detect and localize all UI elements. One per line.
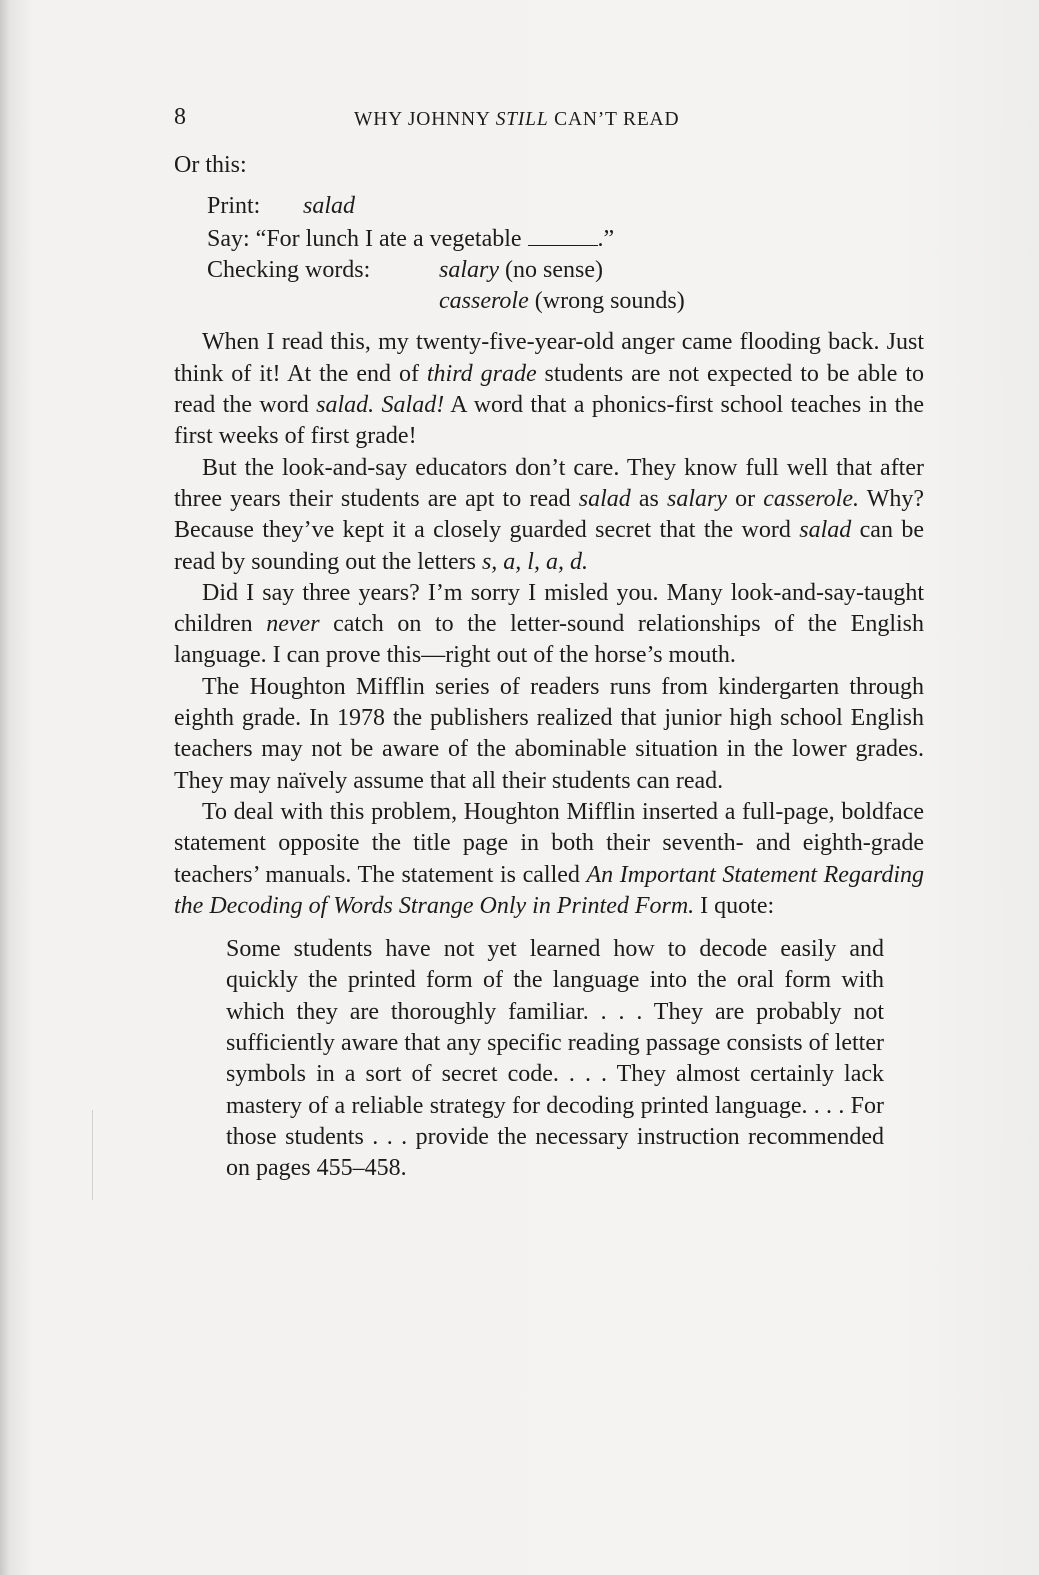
- p5-emphasis-1: An Important Statement Regarding the Decoding of Words Strange Only in Printed Form.: [174, 861, 925, 919]
- print-label: Print:: [207, 193, 261, 220]
- paragraph-4: The Houghton Mifflin series of readers runs from kindergarten through eighth grade. In 1978 the publishers realized that junior high school English teachers may not be aware of the abominable situation in the lower grades. They may naïvely assume that all their students can read.: [174, 673, 924, 794]
- running-head-emphasis: STILL: [495, 109, 549, 130]
- running-head-post: CAN’T READ: [548, 109, 680, 130]
- running-head: [354, 109, 679, 131]
- p3-text-b: catch on to the letter-sound relationships of the English language. I can prove this—right out of the horse’s mouth.: [174, 611, 924, 669]
- example-block: [207, 191, 924, 317]
- p5-text-a: To deal with this problem, Houghton Mifflin inserted a full-page, boldface statement opposite the title page in both their seventh- and eighth-grade teachers’ manuals. The statement is called: [174, 798, 924, 888]
- p2-emphasis-1: salad: [578, 485, 631, 512]
- check-note-2: (wrong sounds): [528, 288, 685, 315]
- say-label: Say:: [207, 225, 250, 252]
- paragraph-3: [174, 578, 924, 672]
- running-head-pre: WHY JOHNNY: [354, 109, 496, 130]
- p3-text-a: Did I say three years? I’m sorry I misled you. Many look-and-say-taught children: [174, 579, 924, 638]
- example-checking-line: [207, 255, 924, 286]
- p2-text-d: Why? Because they’ve kept it a closely guarded secret that the word: [174, 485, 925, 544]
- block-quote: Some students have not yet learned how to decode easily and quickly the printed form of the language into the oral form with which they are thoroughly familiar. . . . They are probably not sufficiently aware that any specific reading passage consists of letter symbols in a sort of secret code. . . . They almost certainly lack mastery of a reliable strategy for decoding printed language. . . . For those students . . . provide the necessary instruction recommended on pages 455–458.: [226, 936, 884, 1182]
- p1-emphasis-1: third grade: [426, 360, 537, 387]
- p1-emphasis-2: salad. Salad!: [316, 392, 445, 419]
- example-checking-line-2: [207, 286, 924, 317]
- p2-emphasis-4: salad: [799, 517, 852, 544]
- check-word-1: salary: [439, 256, 499, 283]
- paragraph-1: [174, 327, 924, 452]
- p5-text-b: I quote:: [694, 892, 775, 919]
- print-word: salad: [303, 193, 356, 220]
- p2-text-b: as: [630, 485, 668, 512]
- check-word-2: casserole: [439, 288, 529, 315]
- p1-text-b: students are not expected to be able to read the word: [174, 360, 925, 419]
- check-note-1: (no sense): [499, 256, 603, 283]
- say-text-post: .”: [597, 225, 615, 252]
- p2-text-c: or: [727, 485, 764, 512]
- p2-emphasis-2: salary: [667, 485, 728, 512]
- p1-text-a: When I read this, my twenty-five-year-old anger came flooding back. Just think of it! At the end of: [174, 329, 924, 387]
- page-header: [174, 104, 750, 136]
- paragraph-2: [174, 453, 924, 578]
- p2-emphasis-3: casserole.: [763, 485, 860, 512]
- body-text: [174, 150, 924, 1185]
- p2-emphasis-5: s, a, l, a, d.: [481, 548, 588, 575]
- p2-text-e: can be read by sounding out the letters: [174, 517, 924, 575]
- checking-label: Checking words:: [207, 256, 371, 283]
- example-print-line: [207, 191, 924, 222]
- p1-text-c: A word that a phonics-first school teaches in the first weeks of first grade!: [174, 392, 925, 450]
- intro-line: Or this:: [174, 152, 247, 178]
- p3-emphasis-1: never: [266, 611, 320, 638]
- margin-mark: [92, 1110, 93, 1200]
- say-text-pre: “For lunch I ate a vegetable: [255, 225, 522, 252]
- p2-text-a: But the look-and-say educators don’t care. They know full well that after three years their students are apt to read: [174, 454, 924, 512]
- page-number: 8: [174, 104, 186, 130]
- example-say-line: [207, 223, 924, 255]
- fill-in-blank: [528, 223, 598, 246]
- paragraph-5: [174, 797, 924, 922]
